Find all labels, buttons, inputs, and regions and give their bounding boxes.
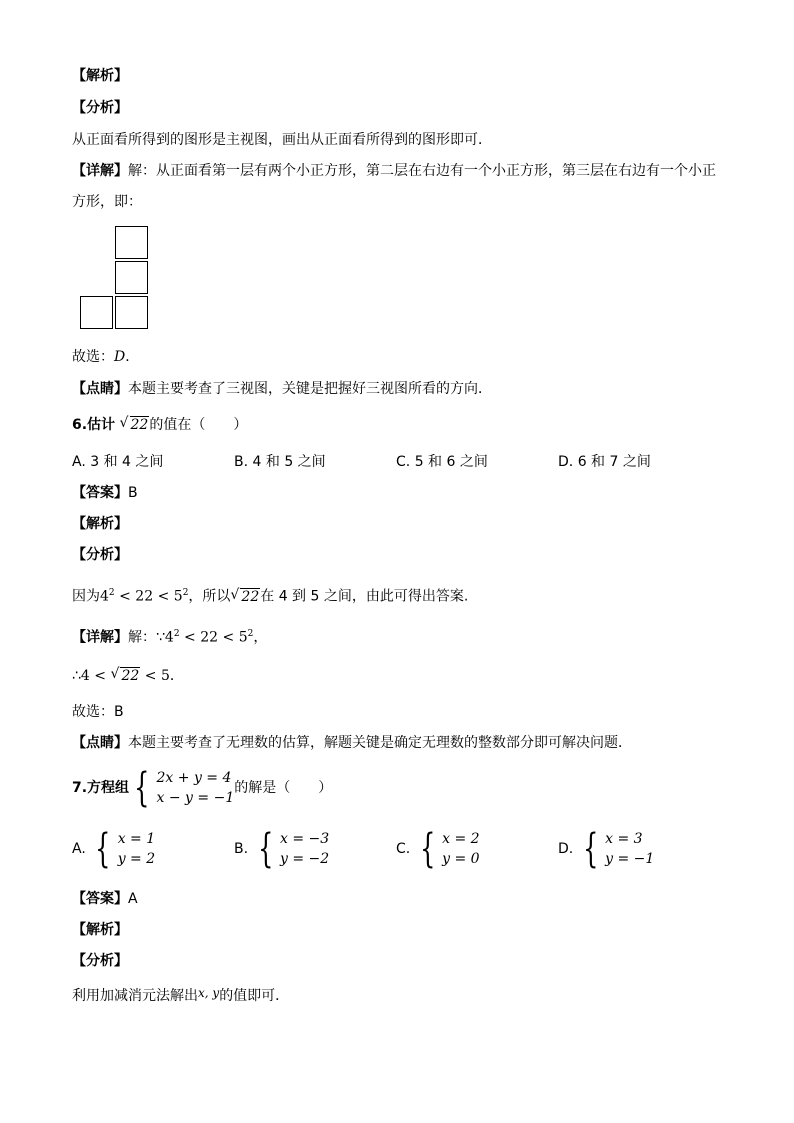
q7-option-c: C. { x = 2 y = 0: [396, 826, 480, 872]
fenxi-text-5: 从正面看所得到的图形是主视图，画出从正面看所得到的图形即可．: [72, 132, 492, 148]
dianjing-5: [72, 379, 492, 399]
q6-option-b-text: 4 和 5 之间: [252, 454, 326, 470]
q6-dianjing: [72, 733, 632, 753]
dianjing-text-5: 本题主要考查了三视图，关键是把握好三视图所看的方向．: [128, 381, 492, 397]
therefore-symbol: ∴: [72, 668, 81, 684]
q7-option-d-label: D.: [558, 841, 574, 857]
q6-answer-line: [72, 483, 138, 503]
q6-option-a-label: A.: [72, 454, 86, 470]
q6-ineq-a: 4: [100, 588, 109, 605]
q6-stem-suffix: 的值在（ ）: [149, 417, 248, 433]
q6-option-a-text: 3 和 4 之间: [90, 454, 164, 470]
q6-conc-right: 5: [160, 668, 170, 684]
q7-answer-line: [72, 889, 138, 909]
q6-ineq-exp-b: 2: [182, 588, 189, 598]
q6-number: 6.估计: [72, 417, 116, 433]
q6-guxuan: 故选：B: [72, 704, 124, 720]
q7-option-c-label: C.: [396, 841, 411, 857]
q6-option-d-text: 6 和 7 之间: [577, 454, 651, 470]
q7-option-d: D. { x = 3 y = −1: [558, 826, 655, 872]
q6-stem: [72, 415, 247, 435]
q6-conc-sqrt: √ 22: [110, 666, 140, 684]
q6-ineq-exp-a: 2: [108, 588, 115, 598]
q7-answer-value: A: [128, 891, 138, 907]
q7-option-c-x: x = 2: [442, 831, 480, 847]
q7-eq2: x − y = −1: [156, 790, 235, 806]
q6-ineq-b: 5: [173, 588, 183, 605]
q6-fenxi-sqrt: √ 22: [230, 586, 260, 605]
q7-option-d-y: y = −1: [605, 851, 655, 867]
q6-fenxi-suffix: 在 4 到 5 之间，由此可得出答案.: [260, 588, 469, 605]
q7-option-a: A. { x = 1 y = 2: [72, 826, 156, 872]
q6-fenxi-prefix: 因为: [72, 588, 100, 605]
square-top: [115, 226, 148, 259]
guxuan-5: [72, 347, 139, 367]
q6-xiangjie-line: 【详解】解：$\because 4^2 < 22 < 5^2$，: [72, 629, 268, 646]
q6-fenxi-radicand: 22: [241, 588, 260, 605]
q6-option-b-label: B.: [234, 454, 249, 470]
q6-ineq-mid: 22: [135, 588, 154, 605]
q7-number: 7.方程组: [72, 780, 130, 796]
q7-eq1: 2x + y = 4: [156, 770, 232, 786]
q7-stem: [72, 766, 332, 810]
guxuan-label-5: 故选：: [72, 349, 114, 365]
q6-option-c: [396, 452, 488, 472]
q7-option-a-y: y = 2: [117, 851, 156, 867]
q6-answer-heading: 【答案】: [72, 485, 128, 501]
xiangjie-line-5a: [72, 161, 716, 181]
q6-answer-value: B: [128, 485, 138, 501]
q6-xj-b: 5: [238, 629, 248, 646]
q7-fenxi-prefix: 利用加减消元法解出: [72, 988, 198, 1004]
q6-fenxi-mid: ，所以: [188, 588, 231, 605]
q7-option-a-x: x = 1: [117, 831, 156, 847]
q6-xj-exp-a: 2: [173, 629, 180, 639]
xiangjie-text-5a: 解：从正面看第一层有两个小正方形，第二层在右边有一个小正方形，第三层在右边有一个小正: [128, 163, 716, 179]
q6-xj-mid: 22: [200, 629, 219, 646]
q7-fenxi-vars: x, y: [198, 986, 220, 1000]
q7-answer-heading: 【答案】: [72, 891, 128, 907]
q6-conc-left: 4: [80, 668, 90, 684]
q6-xj-a: 4: [164, 629, 174, 646]
q7-fenxi-suffix: 的值即可．: [219, 988, 290, 1004]
q7-stem-suffix: 的解是（ ）: [234, 780, 333, 796]
q6-dianjing-text: 本题主要考查了无理数的估算，解题关键是确定无理数的整数部分即可解决问题．: [128, 735, 632, 751]
q6-jiexi-heading: 【解析】: [72, 516, 128, 532]
q6-conc-radicand: 22: [121, 668, 140, 684]
q7-fenxi-text: [72, 983, 289, 1006]
jiexi-heading-5: 【解析】: [72, 68, 128, 84]
fenxi-heading-5: 【分析】: [72, 100, 128, 116]
q7-system: { 2x + y = 4 x − y = −1: [134, 765, 235, 811]
q7-jiexi-heading: 【解析】: [72, 922, 128, 938]
square-middle: [115, 261, 148, 294]
q6-fenxi-heading: 【分析】: [72, 547, 128, 563]
q6-xj-exp-b: 2: [247, 629, 254, 639]
q7-option-c-y: y = 0: [442, 851, 480, 867]
q6-option-c-label: C.: [396, 454, 411, 470]
q6-conclusion: ∴4 < √ 22 < 5．: [72, 666, 184, 684]
q6-sqrt: √ 22: [119, 415, 149, 433]
xiangjie-text-5b: 方形，即：: [72, 194, 142, 210]
q7-option-d-x: x = 3: [605, 831, 643, 847]
q7-option-b: B. { x = −3 y = −2: [234, 826, 330, 872]
q7-option-b-y: y = −2: [279, 851, 330, 867]
q6-xiangjie-heading: 【详解】: [72, 629, 128, 646]
square-bottom-left: [80, 296, 113, 329]
q6-option-d-label: D.: [558, 454, 574, 470]
q6-radicand: 22: [130, 417, 149, 433]
dianjing-heading-5: 【点睛】: [72, 381, 128, 397]
q7-option-b-label: B.: [234, 841, 249, 857]
q7-fenxi-heading: 【分析】: [72, 953, 128, 969]
q6-xiangjie-prefix: 解：∵: [128, 629, 165, 646]
q7-option-a-label: A.: [72, 841, 86, 857]
q6-option-a: [72, 452, 163, 472]
q7-option-b-x: x = −3: [279, 831, 330, 847]
xiangjie-heading-5: 【详解】: [72, 163, 128, 179]
q6-option-d: [558, 452, 651, 472]
q6-fenxi-text: 因为$4^2 < 22 < 5^2$，所以 √ 22在 4 到 5 之间，由此可得出答案.: [72, 586, 469, 605]
guxuan-answer-5: D: [114, 349, 126, 365]
guxuan-end-5: ．: [125, 349, 140, 365]
q6-option-b: [234, 452, 326, 472]
q6-option-c-text: 5 和 6 之间: [414, 454, 488, 470]
q6-dianjing-heading: 【点睛】: [72, 735, 128, 751]
square-bottom-right: [115, 296, 148, 329]
front-view-figure: [80, 226, 150, 331]
